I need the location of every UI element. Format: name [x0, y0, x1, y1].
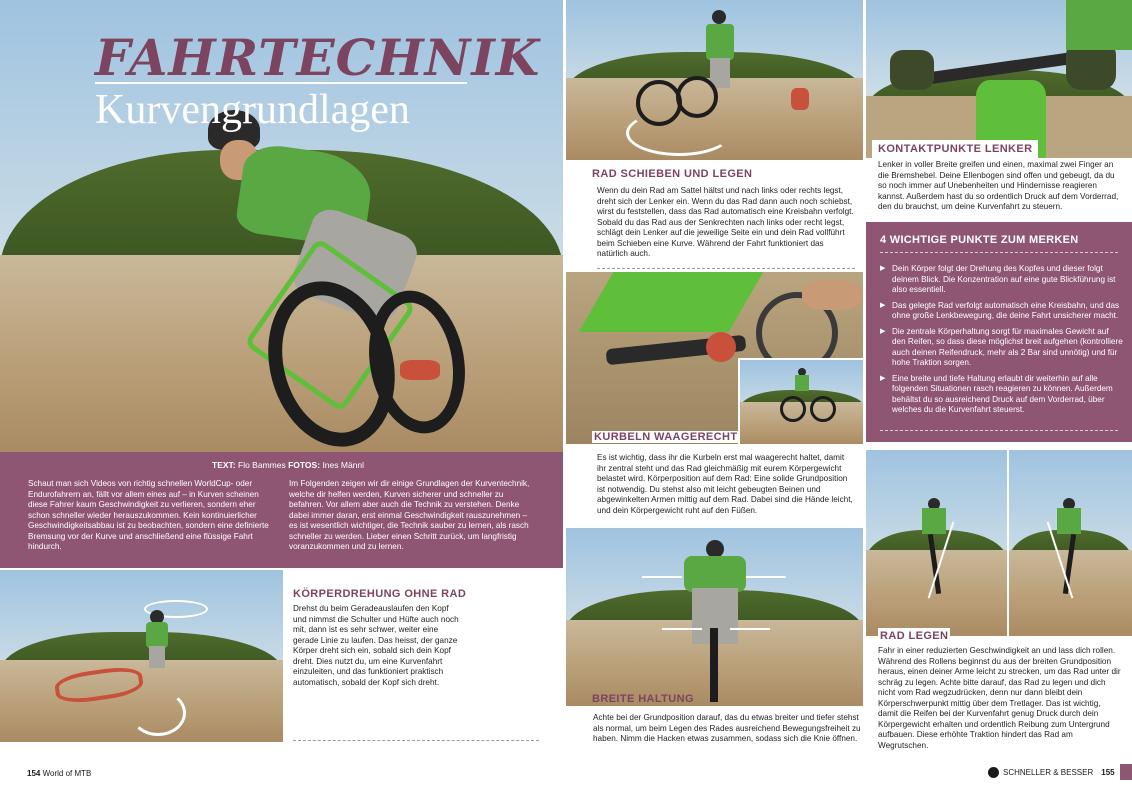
- tip-item: ▶ Die zentrale Körperhaltung sorgt für maximales Gewicht auf den Reifen, so dass diese möglichst breit aufgehen (kontrolliere auch deinen Reifendruck, mehr als 2 Bar sind unnötig) und für hohe Traktion sorgen.: [880, 327, 1124, 369]
- intro-band: [0, 452, 563, 568]
- rad-legen-text: Fahr in einer reduzierten Geschwindigkeit an und lass dich rollen. Während des Rollens beginnst du aus der breiten Grundposition heraus, einen deiner Arme leicht zu strecken, um das Rad unter dir schräg zu legen. Achte bitte darauf, das Rad zu legen und dich nicht vom Rad wegzudrücken, denn nur dann bleibt dein Körperschwerpunkt mittig über dem Tretlager. Das ist wichtig, damit die Reifen bei der Kurvenfahrt genug Druck durch dein Körpergewicht erhalten und ordentlich Reibung zum Untergrund aufbauen. Diese erhöhte Traktion hindert das Rad am Wegrutschen.: [878, 646, 1121, 750]
- credits-photo-author: Ines Männl: [322, 460, 365, 470]
- rad-schieben-photo: [566, 0, 863, 160]
- footer-left-page: 154: [27, 769, 41, 778]
- breite-haltung-text: Achte bei der Grundposition darauf, das du etwas breiter und tiefer stehst als normal, um beim Legen des Rades ausreichend Bewegungsfreiheit zu haben. Nimm die Hacken etwas zusammen, sodass sich die Knie öffnen.: [593, 713, 861, 743]
- kurbeln-text: Es ist wichtig, dass ihr die Kurbeln erst mal waagerecht haltet, damit ihr zentral steht und das Rad gleichmäßig mit eurem Körpergewicht belastet wird. Körperposition auf dem Rad: Eine solide Grundposition ist notwendig. Du stehst also mit leicht gebeugten Beinen und abgewinkelten Armen mittig auf dem Rad. Dabei sind die Hände leicht, und dein Körpergewicht ruht auf den Füßen.: [597, 453, 853, 515]
- tips-heading-rule: [880, 252, 1118, 253]
- rad-schieben-text: Wenn du dein Rad am Sattel hältst und nach links oder rechts legst, dreht sich der Lenker ein. Wenn du das Rad dann auch noch schiebst, wirst du feststellen, dass das Rad automatisch eine Kreisbahn verfolgt. Sobald du das Rad aus der Senkrechten nach links oder recht legst, schlägt dein Lenker auf die jeweilige Seite ein und dein Rad vollführt beim Schieben eine Kurve. Während der Fahrt funktioniert das natürlich auch.: [597, 186, 854, 258]
- hero-photo: [0, 0, 563, 452]
- breite-haltung-photo: [566, 528, 863, 706]
- credits: [212, 460, 364, 470]
- footer-right-page: 155: [1101, 768, 1115, 777]
- footer-left-mag: World of MTB: [42, 769, 92, 778]
- intro-col2: Im Folgenden zeigen wir dir einige Grundlagen der Kurventechnik, welche dir helfen werden, Kurven sicherer und schneller zu befahren. Vor allem aber auch die Technik zu verstehen. Denke dabei immer daran, erst einmal Geschwindigkeit rauszunehmen – es ist wesentlich wichtiger, die Technik sauber zu lernen, als rasch schneller zu werden. Lieber einen Schritt zurück, um langfristig voranzukommen und zu lernen.: [289, 479, 530, 551]
- breite-haltung-heading: BREITE HALTUNG: [592, 693, 694, 705]
- rad-legen-photo-1: [866, 450, 1007, 636]
- footer-left: [27, 769, 91, 778]
- title-rule: [95, 82, 467, 84]
- koerperdrehung-heading: KÖRPERDREHUNG OHNE RAD: [293, 588, 467, 600]
- kontaktpunkte-text: Lenker in voller Breite greifen und einen, maximal zwei Finger an die Bremshebel. Deine Ellenbogen sind offen und gebeugt, da du so noch immer auf Unebenheiten und Hindernisse reagieren kannst. Außerdem hast du so ordentlich Druck auf dem Vorderrad, den du brauchst, um deine Kurvenfahrt zu steuern.: [878, 160, 1119, 211]
- credits-photo-label: FOTOS:: [288, 460, 321, 470]
- footer-tab: [1120, 764, 1132, 780]
- tips-list: [880, 264, 1124, 421]
- tips-box: [866, 222, 1132, 442]
- koerperdrehung-text: Drehst du beim Geradeauslaufen den Kopf und nimmst die Schulter und Hüfte auch noch mit, dann ist es sehr schwer, weiter eine gerade Linie zu laufen. Das heisst, der ganze Körper dreht sich ein, sobald sich dein Kopf dreht. Dies nutzt du, um eine Kurvenfahrt einzuleiten, und das funktioniert praktisch automatisch, sobald der Kopf sich dreht.: [293, 604, 459, 687]
- footer-right-section: SCHNELLER & BESSER: [1003, 768, 1094, 777]
- kontaktpunkte-photo: [866, 0, 1132, 158]
- rad-legen-photo-2: [1009, 450, 1132, 636]
- credits-text-author: Flo Bammes: [238, 460, 286, 470]
- hero-rider: [190, 110, 460, 430]
- koerperdrehung-photo: [0, 570, 283, 742]
- tip-item: ▶ Dein Körper folgt der Drehung des Kopfes und dieser folgt deinem Blick. Die Konzentration auf eine gute Blickführung ist also essentiell.: [880, 264, 1124, 296]
- tips-heading: 4 WICHTIGE PUNKTE ZUM MERKEN: [880, 234, 1079, 246]
- tips-bottom-rule: [880, 430, 1118, 431]
- title-main: FAHRTECHNIK: [95, 28, 541, 87]
- kurbeln-heading: KURBELN WAAGERECHT: [594, 431, 738, 443]
- koerperdrehung-divider: [293, 740, 539, 741]
- kurbeln-inset-photo: [738, 358, 863, 444]
- footer-right: [988, 767, 1115, 778]
- credits-text-label: TEXT:: [212, 460, 236, 470]
- rad-legen-heading: RAD LEGEN: [880, 630, 949, 642]
- kurbeln-photo: [566, 272, 863, 444]
- tip-item: ▶ Eine breite und tiefe Haltung erlaubt dir weiterhin auf alle folgenden Situationen rasch reagieren zu können. Außerdem behältst du so ausreichend Druck auf dem Vorderrad, über welches du die Kurvenfahrt steuerst.: [880, 374, 1124, 416]
- footer-logo-icon: [988, 767, 999, 778]
- intro-col1: Schaut man sich Videos von richtig schnellen WorldCup- oder Endurofahrern an, fällt vor allem eines auf – in Kurven scheinen diese Fahrer kaum Geschwindigkeit zu verlieren, sondern eher schon schneller wieder herauszukommen. Kein kontinuierlicher Geschwindigkeitsabbau ist zu beobachten, sondern eine definierte Bremsung vor der Kurve und anschließend eine flüssige Fahrt hindurch.: [28, 479, 269, 551]
- rad-schieben-divider: [597, 268, 855, 269]
- rad-schieben-heading: RAD SCHIEBEN UND LEGEN: [592, 168, 753, 180]
- title-sub: Kurvengrundlagen: [95, 87, 410, 133]
- tip-item: ▶ Das gelegte Rad verfolgt automatisch eine Kreisbahn, und das ohne große Lenkbewegung, die deine Fahrt unsicherer macht.: [880, 301, 1124, 322]
- kontaktpunkte-heading: KONTAKTPUNKTE LENKER: [872, 140, 1038, 158]
